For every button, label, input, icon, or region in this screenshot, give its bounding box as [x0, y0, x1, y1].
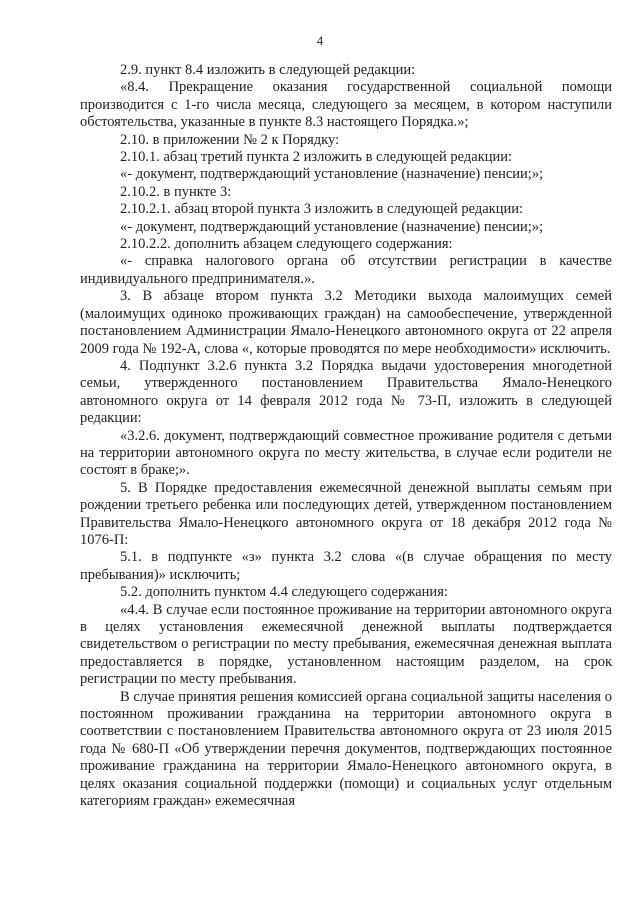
- paragraph: «- документ, подтверждающий установление (назначение) пенсии;»;: [120, 218, 544, 235]
- paragraph: «4.4. В случае если постоянное проживание на территории автономного округа в целях установления ежемесячной денежной выплаты подтверждается свидетельством о регистрации по месту пребывания, ежемесячная денежная выплата предоставляется в порядке, установленном настоящим разделом, на срок регистрации по месту пребывания.: [80, 601, 612, 688]
- paragraph: 2.10.2.1. абзац второй пункта 3 изложить в следующей редакции:: [120, 201, 524, 218]
- paragraph: «- документ, подтверждающий установление (назначение) пенсии;»;: [120, 166, 544, 183]
- paragraph: В случае принятия решения комиссией органа социальной защиты населения о постоянном проживании гражданина на территории автономного округа в соответствии с постановлением Правительства автономного округа от 23 июля 2015 года № 680-П «Об утверждении перечня документов, подтверждающих постоянное проживание гражданина на территории Ямало-Ненецкого автономного округа, в целях оказания социальной поддержки (помощи) и социальных услуг отдельным категориям граждан» ежемесячная: [80, 688, 612, 810]
- paragraph: 2.10.1. абзац третий пункта 2 изложить в следующей редакции:: [120, 149, 513, 166]
- document-body: [80, 62, 612, 810]
- paragraph: 2.10. в приложении № 2 к Порядку:: [120, 131, 340, 148]
- paragraph: 2.10.2. в пункте 3:: [120, 183, 232, 200]
- paragraph: «3.2.6. документ, подтверждающий совместное проживание родителя с детьми на территории автономного округа по месту жительства, в случае если родители не состоят в браке;».: [80, 427, 612, 479]
- paragraph: 2.10.2.2. дополнить абзацем следующего содержания:: [120, 236, 453, 253]
- paragraph: «8.4. Прекращение оказания государственной социальной помощи производится с 1-го числа месяца, следующего за месяцем, в котором наступили обстоятельства, указанные в пункте 8.3 настоящего Порядка.»;: [80, 79, 612, 131]
- page-number: 4: [316, 33, 324, 48]
- paragraph: 5. В Порядке предоставления ежемесячной денежной выплаты семьям при рождении третьего ребенка или последующих детей, утвержденном постановлением Правительства Ямало-Ненецкого автономного округа от 18 декабря 2012 года № 1076-П:: [80, 479, 612, 548]
- paragraph: 2.9. пункт 8.4 изложить в следующей редакции:: [120, 62, 416, 78]
- paragraph: 4. Подпункт 3.2.6 пункта 3.2 Порядка выдачи удостоверения многодетной семьи, утвержденного постановлением Правительства Ямало-Ненецкого автономного округа от 14 февраля 2012 года № 73-П, изложить в следующей редакции:: [80, 357, 612, 427]
- paragraph: 3. В абзаце втором пункта 3.2 Методики выхода малоимущих семей (малоимущих одиноко проживающих граждан) на самообеспечение, утвержденной постановлением Администрации Ямало-Ненецкого автономного округа от 22 апреля 2009 года № 192-А, слова «, которые проводятся по мере необходимости» исключить.: [80, 288, 612, 357]
- paragraph: «- справка налогового органа об отсутствии регистрации в качестве индивидуального предпринимателя.».: [80, 253, 612, 287]
- paragraph: 5.1. в подпункте «з» пункта 3.2 слова «(в случае обращения по месту пребывания)» исключить;: [80, 549, 612, 583]
- paragraph: 5.2. дополнить пунктом 4.4 следующего содержания:: [120, 584, 448, 601]
